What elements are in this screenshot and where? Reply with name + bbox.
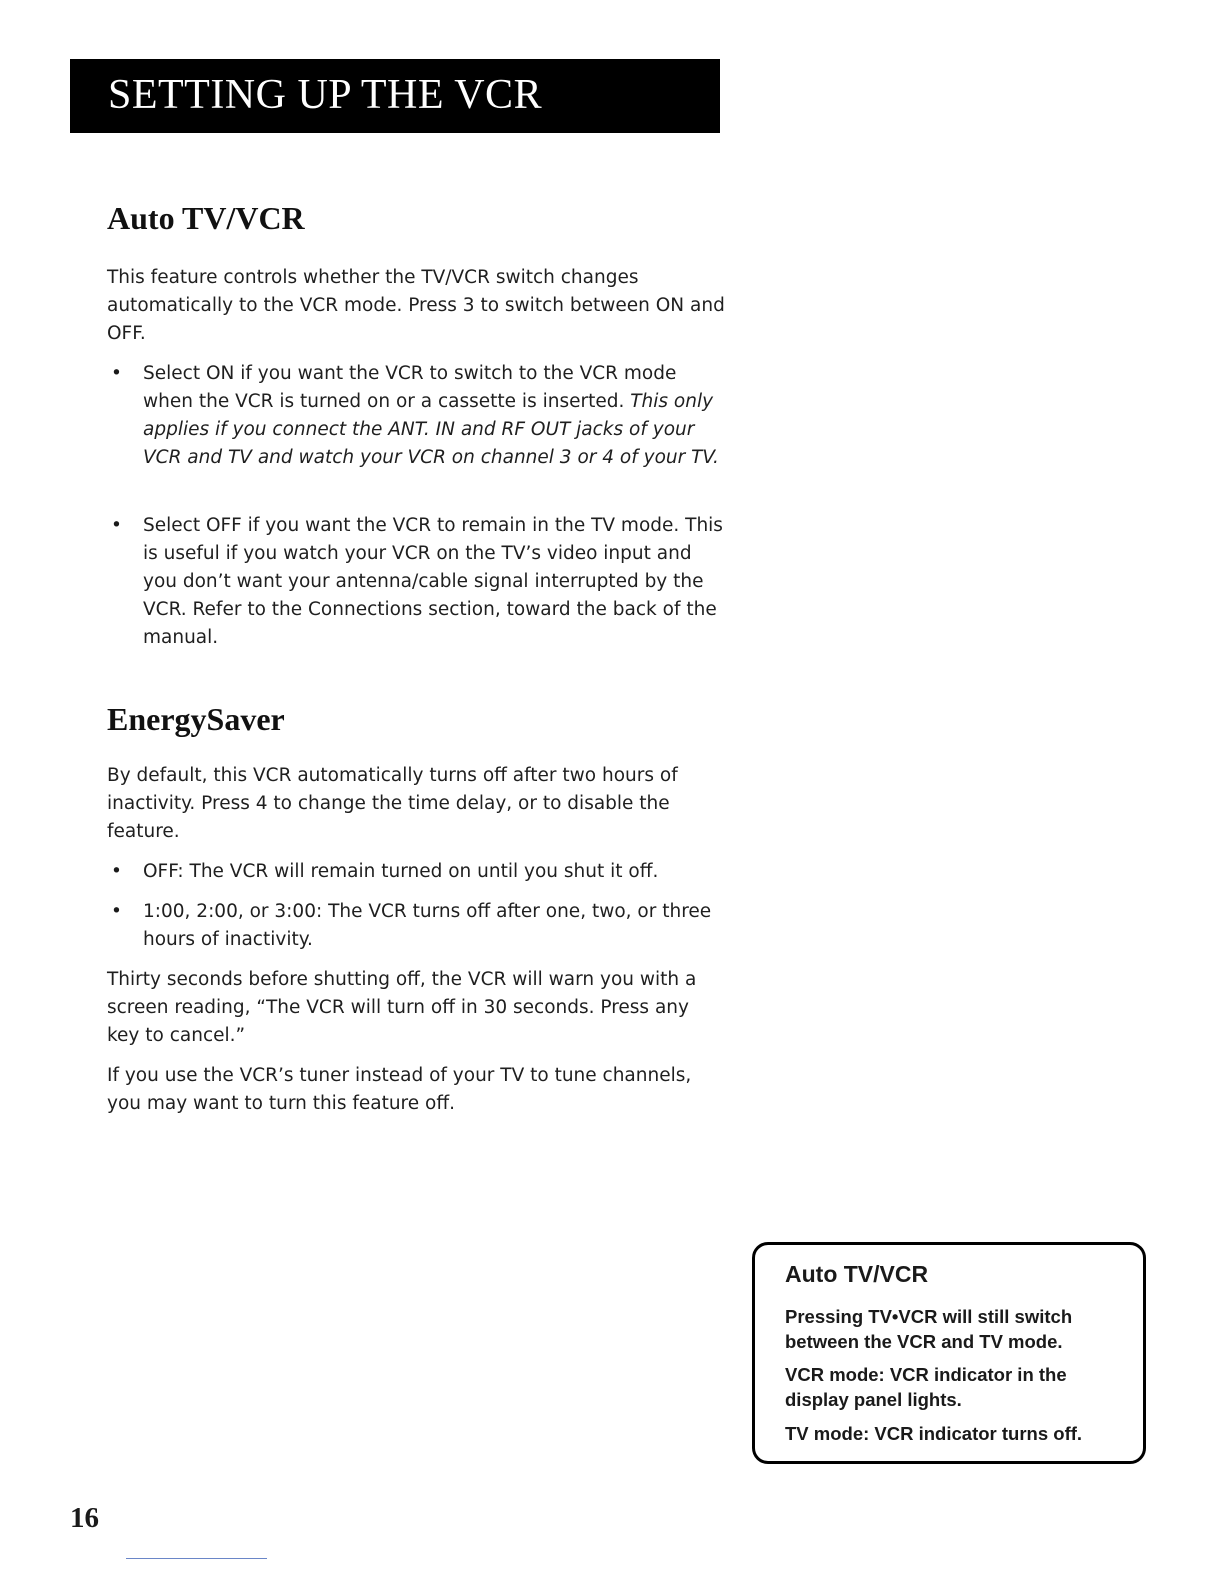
auto-tv-vcr-bullet-off xyxy=(107,512,727,652)
energy-saver-tuner-note: If you use the VCR’s tuner instead of your TV to tune channels, you may want to turn this feature off. xyxy=(107,1065,692,1114)
energy-saver-warning: Thirty seconds before shutting off, the VCR will warn you with a screen reading, “The VCR will turn off in 30 seconds. Press any key to cancel.” xyxy=(107,969,697,1046)
auto-tv-vcr-bullet-on xyxy=(107,360,727,472)
page-header-title: SETTING UP THE VCR xyxy=(108,72,543,118)
page-header-bar xyxy=(70,59,720,133)
energy-saver-bullet-off xyxy=(107,858,727,886)
bullet-times-text: 1:00, 2:00, or 3:00: The VCR turns off after one, two, or three hours of inactivity. xyxy=(143,901,712,950)
sidebar-title: Auto TV/VCR xyxy=(785,1261,929,1287)
bullet-icon: • xyxy=(111,363,122,384)
bullet-off-text: Select OFF if you want the VCR to remain in the TV mode. This is useful if you watch your VCR on the TV’s video input and you don’t want your antenna/cable signal interrupted by the VCR. Refer to the Connections section, toward the back of the manual. xyxy=(143,515,723,648)
page-number: 16 xyxy=(70,1502,99,1534)
energy-saver-intro: By default, this VCR automatically turns off after two hours of inactivity. Press 4 to change the time delay, or to disable the feature. xyxy=(107,765,678,842)
bullet-icon: • xyxy=(111,515,122,536)
energy-saver-bullet-times xyxy=(107,898,727,954)
energy-saver-heading: EnergySaver xyxy=(107,701,285,737)
sidebar-line-tvvcr-button: Pressing TV•VCR will still switch between the VCR and TV mode. xyxy=(785,1306,1073,1352)
sidebar-line-tv-mode: TV mode: VCR indicator turns off. xyxy=(785,1423,1083,1444)
footer-rule xyxy=(126,1558,267,1559)
bullet-on-text: Select ON if you want the VCR to switch to the VCR mode when the VCR is turned on or a cassette is inserted. xyxy=(143,363,677,412)
auto-tv-vcr-intro: This feature controls whether the TV/VCR switch changes automatically to the VCR mode. Press 3 to switch between ON and OFF. xyxy=(107,267,725,344)
bullet-on-note: This only applies if you connect the ANT. IN and RF OUT jacks of your VCR and TV and watch your VCR on channel 3 or 4 of your TV. xyxy=(143,391,719,468)
bullet-icon: • xyxy=(111,861,122,882)
bullet-icon: • xyxy=(111,901,122,922)
sidebar-note-box xyxy=(752,1242,1146,1464)
sidebar-line-vcr-mode: VCR mode: VCR indicator in the display panel lights. xyxy=(785,1364,1067,1410)
auto-tv-vcr-heading: Auto TV/VCR xyxy=(107,200,305,236)
bullet-off-option-text: OFF: The VCR will remain turned on until you shut it off. xyxy=(143,861,659,882)
